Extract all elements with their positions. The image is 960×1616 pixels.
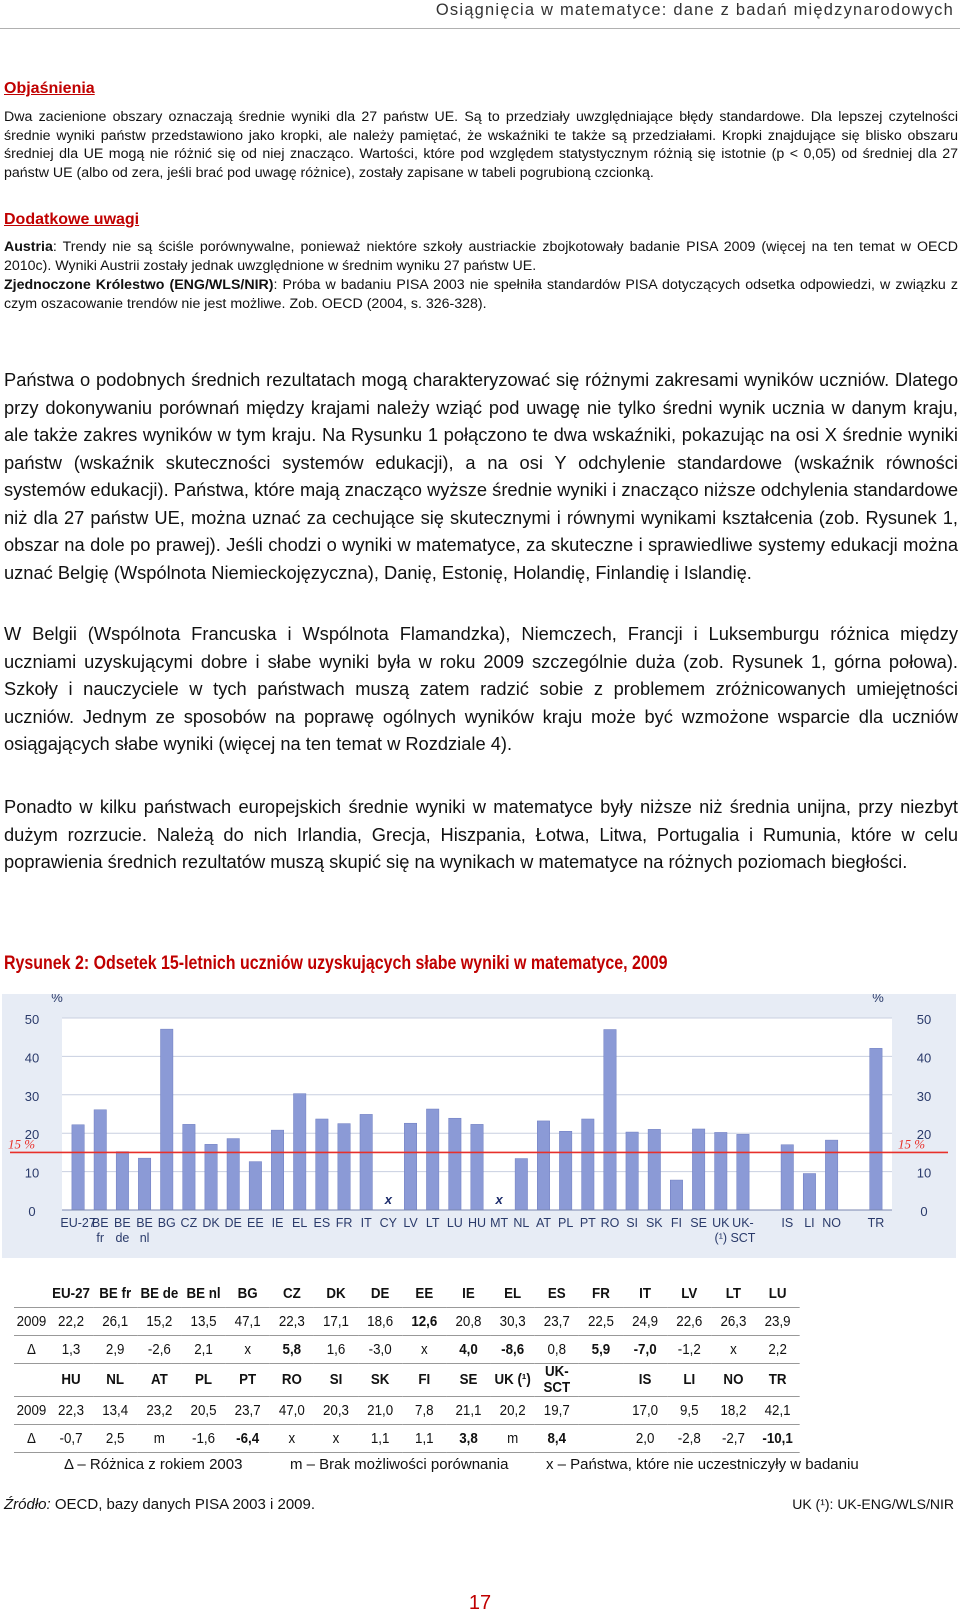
x-tick-label: UK- — [732, 1216, 754, 1230]
table-cell: -8,6 — [491, 1336, 535, 1364]
table-cell: 7,8 — [402, 1397, 446, 1425]
x-tick-label: LU — [446, 1216, 463, 1230]
x-tick-label: MT — [490, 1216, 509, 1230]
bar — [692, 1129, 704, 1210]
table-cell: LU — [756, 1280, 800, 1308]
table-cell: ES — [535, 1280, 579, 1308]
table-cell: 13,5 — [181, 1308, 225, 1336]
table-cell: 5,8 — [270, 1336, 314, 1364]
row-label — [14, 1280, 49, 1308]
bar — [515, 1159, 527, 1210]
row-label: 2009 — [14, 1397, 49, 1425]
bar — [404, 1123, 416, 1210]
bar — [582, 1119, 594, 1210]
table-cell: x — [270, 1425, 314, 1453]
y-tick-label-right: 20 — [916, 1127, 932, 1143]
bar — [116, 1152, 128, 1210]
x-tick-label: FR — [335, 1216, 353, 1230]
y-tick-label-left: 10 — [24, 1165, 40, 1181]
bar — [449, 1118, 461, 1210]
bar — [426, 1109, 438, 1210]
bar — [803, 1174, 815, 1210]
y-tick-label-right: 30 — [916, 1088, 932, 1104]
y-tick-label-left: 40 — [24, 1050, 40, 1066]
x-tick-label: fr — [96, 1231, 105, 1245]
x-tick-label: PT — [579, 1216, 596, 1230]
bar — [825, 1140, 837, 1210]
table-cell: UK-SCT — [535, 1364, 579, 1397]
table-cell: 2,0 — [623, 1425, 667, 1453]
table-cell: LV — [667, 1280, 711, 1308]
x-tick-label: RO — [600, 1216, 620, 1230]
table-cell: x — [314, 1425, 358, 1453]
bar — [648, 1129, 660, 1210]
x-tick-label: SI — [626, 1216, 639, 1230]
table-cell: IS — [623, 1364, 667, 1397]
table-cell: x — [226, 1336, 270, 1364]
bar — [715, 1132, 727, 1210]
x-tick-label: ES — [313, 1216, 331, 1230]
y-unit-label-left: % — [51, 994, 63, 1005]
table-cell: IT — [623, 1280, 667, 1308]
bar — [161, 1029, 173, 1210]
x-tick-label: CY — [379, 1216, 398, 1230]
bar — [138, 1158, 150, 1210]
table-cell: 17,1 — [314, 1308, 358, 1336]
table-header-row — [14, 1364, 800, 1397]
bar — [183, 1124, 195, 1210]
table-cell: 22,2 — [49, 1308, 93, 1336]
table-cell: CZ — [270, 1280, 314, 1308]
y-tick-label-right: 10 — [916, 1165, 932, 1181]
table-cell: FI — [402, 1364, 446, 1397]
table-cell: PT — [226, 1364, 270, 1397]
table-cell: 15,2 — [137, 1308, 181, 1336]
table-cell: 21,0 — [358, 1397, 402, 1425]
table-cell: 2,1 — [181, 1336, 225, 1364]
page-number: 17 — [468, 1592, 492, 1614]
x-tick-label: BE — [114, 1216, 131, 1230]
x-tick-label: de — [115, 1231, 130, 1245]
table-cell — [579, 1397, 623, 1425]
table-cell: 2,5 — [93, 1425, 137, 1453]
x-tick-label: BE — [91, 1216, 109, 1230]
bar — [271, 1130, 283, 1210]
table-cell — [579, 1425, 623, 1453]
table-cell: BG — [226, 1280, 270, 1308]
table-cell: -2,7 — [711, 1425, 755, 1453]
table-cell: 23,9 — [756, 1308, 800, 1336]
y-tick-label-right: 50 — [916, 1012, 932, 1027]
body-paragraph-3: Ponadto w kilku państwach europejskich średnie wyniki w matematyce były niższe niż średnia unijna, przy niezbyt dużym rozrzucie. Należą do nich Irlandia, Grecja, Hiszpania, Łotwa, Litwa, Portugalia i Rumunia, które w celu poprawienia średnich rezultatów muszą skupić się na wynikach w matematyce na różnych poziomach biegłości. — [4, 796, 958, 872]
table-cell: 1,3 — [49, 1336, 93, 1364]
bar — [72, 1125, 84, 1210]
source-label: Źródło: — [4, 1496, 51, 1513]
y-tick-label-left: 0 — [28, 1204, 36, 1219]
bar — [737, 1134, 749, 1210]
table-cell: x — [711, 1336, 755, 1364]
y-tick-label-left: 20 — [24, 1127, 40, 1143]
missing-marker: x — [495, 1192, 503, 1207]
austria-label: Austria — [4, 239, 53, 255]
uk-note-paragraph — [4, 276, 958, 313]
table-cell: 30,3 — [491, 1308, 535, 1336]
table-cell: 17,0 — [623, 1397, 667, 1425]
table-cell: 47,0 — [270, 1397, 314, 1425]
bar — [670, 1180, 682, 1210]
table-cell: 22,3 — [270, 1308, 314, 1336]
table-cell: 26,3 — [711, 1308, 755, 1336]
x-tick-label: LV — [403, 1216, 418, 1230]
table-cell: -10,1 — [756, 1425, 800, 1453]
x-tick-label: IE — [271, 1216, 284, 1230]
table-cell: -6,4 — [226, 1425, 270, 1453]
x-tick-label: TR — [867, 1216, 885, 1230]
reference-label-left: 15 % — [8, 1136, 36, 1152]
y-tick-label-left: 30 — [24, 1088, 40, 1104]
x-tick-label: LT — [425, 1216, 440, 1230]
table-cell: 9,5 — [667, 1397, 711, 1425]
table-cell: 42,1 — [756, 1397, 800, 1425]
bar — [604, 1030, 616, 1210]
table-cell: 0,8 — [535, 1336, 579, 1364]
table-cell: 20,5 — [181, 1397, 225, 1425]
table-cell: SE — [446, 1364, 490, 1397]
table-cell: AT — [137, 1364, 181, 1397]
table-cell: -2,8 — [667, 1425, 711, 1453]
y-tick-label-left: 50 — [24, 1012, 40, 1027]
bar — [626, 1132, 638, 1210]
y-tick-label-right: 40 — [916, 1050, 932, 1066]
bar — [870, 1048, 882, 1210]
bar — [471, 1124, 483, 1210]
table-cell: 8,4 — [535, 1425, 579, 1453]
legend-delta: Δ – Różnica z rokiem 2003 — [64, 1456, 243, 1473]
table-cell: EU-27 — [49, 1280, 93, 1308]
table-cell: -0,7 — [49, 1425, 93, 1453]
table-cell: -7,0 — [623, 1336, 667, 1364]
uk-text: : Próba w badaniu PISA 2003 nie spełniła standardów PISA dotyczących odsetka odpowiedzi, w związku z czym oszacowanie trendów nie jest możliwe. Zob. OECD (2004, s. 326-328). — [4, 277, 959, 312]
table-cell: IE — [446, 1280, 490, 1308]
explanations-text: Dwa zacienione obszary oznaczają średnie wyniki dla 27 państw UE. Są to przedziały uwzględniające błędy standardowe. Dla lepszej czytelności średnie wyniki państw przedstawiono jako kropki, ale należy pamiętać, że wskaźniki te także są przedziałami. Kropki znajdujące się blisko obszaru średniej dla UE mogą nie różnić się od niej znacząco. Wartości, które pod względem statystycznym różnią się istotnie (p < 0,05) od średniej dla 27 państw UE (albo od zera, jeśli brać pod uwagę różnice), zostały zapisane w tabeli pogrubioną czcionką. — [4, 109, 958, 181]
table-cell: 26,1 — [93, 1308, 137, 1336]
table-cell: 22,3 — [49, 1397, 93, 1425]
austria-text: : Trendy nie są ściśle porównywalne, ponieważ niektóre szkoły austriackie zbojkotowały badanie PISA 2009 (więcej na ten temat w OECD 2010c). Wyniki Austrii zostały jednak uwzględnione w średnim wyniku 27 państw UE. — [4, 239, 958, 274]
table-cell: 2,2 — [756, 1336, 800, 1364]
y-unit-label-right: % — [872, 994, 884, 1005]
bar — [781, 1145, 793, 1210]
x-tick-label: DE — [224, 1216, 242, 1230]
source-text: OECD, bazy danych PISA 2003 i 2009. — [50, 1496, 316, 1513]
table-cell: 18,2 — [711, 1397, 755, 1425]
x-tick-label: SCT — [730, 1231, 756, 1245]
table-cell: NL — [93, 1364, 137, 1397]
table-cell: 3,8 — [446, 1425, 490, 1453]
x-tick-label: LI — [804, 1216, 815, 1230]
table-cell: PL — [181, 1364, 225, 1397]
x-tick-label: UK — [712, 1216, 730, 1230]
table-cell: BE fr — [93, 1280, 137, 1308]
table-cell: EL — [491, 1280, 535, 1308]
source-note — [4, 1496, 315, 1513]
table-cell: 18,6 — [358, 1308, 402, 1336]
table-cell: RO — [270, 1364, 314, 1397]
bar — [537, 1121, 549, 1210]
row-label — [14, 1364, 49, 1397]
row-label: Δ — [14, 1336, 49, 1364]
table-cell: 19,7 — [535, 1397, 579, 1425]
table-cell: LT — [711, 1280, 755, 1308]
table-cell: m — [137, 1425, 181, 1453]
table-cell: TR — [756, 1364, 800, 1397]
table-cell: 12,6 — [402, 1308, 446, 1336]
uk-label: Zjednoczone Królestwo (ENG/WLS/NIR) — [4, 277, 274, 293]
x-tick-label: nl — [139, 1231, 150, 1245]
row-label: Δ — [14, 1425, 49, 1453]
table-cell: -2,6 — [137, 1336, 181, 1364]
table-cell: UK (¹) — [491, 1364, 535, 1397]
table-cell: 23,2 — [137, 1397, 181, 1425]
x-tick-label: DK — [202, 1216, 220, 1230]
table-cell: x — [402, 1336, 446, 1364]
table-cell: -1,6 — [181, 1425, 225, 1453]
x-tick-label: IS — [781, 1216, 794, 1230]
additional-notes-heading: Dodatkowe uwagi — [4, 211, 140, 228]
table-cell: LI — [667, 1364, 711, 1397]
legend-m: m – Brak możliwości porównania — [290, 1456, 509, 1473]
table-cell: BE nl — [181, 1280, 225, 1308]
x-tick-label: FI — [670, 1216, 683, 1230]
table-cell: -3,0 — [358, 1336, 402, 1364]
x-tick-label: EU-27 — [60, 1216, 96, 1230]
table-cell: 20,8 — [446, 1308, 490, 1336]
table-row — [14, 1308, 800, 1336]
figure-title: Rysunek 2: Odsetek 15-letnich uczniów uzyskujących słabe wyniki w matematyce, 2009 — [4, 953, 668, 974]
table-cell: 47,1 — [226, 1308, 270, 1336]
table-cell: HU — [49, 1364, 93, 1397]
table-row — [14, 1336, 800, 1364]
y-tick-label-right: 0 — [920, 1204, 928, 1219]
reference-label-right: 15 % — [898, 1136, 926, 1152]
data-table — [14, 1280, 800, 1453]
table-cell: NO — [711, 1364, 755, 1397]
uk-footnote: UK (¹): UK-ENG/WLS/NIR — [792, 1496, 954, 1512]
table-cell: 1,6 — [314, 1336, 358, 1364]
table-cell: 5,9 — [579, 1336, 623, 1364]
table-cell: 22,6 — [667, 1308, 711, 1336]
legend-x: x – Państwa, które nie uczestniczyły w badaniu — [546, 1456, 859, 1473]
table-cell: 23,7 — [535, 1308, 579, 1336]
bar — [227, 1139, 239, 1210]
table-header-row — [14, 1280, 800, 1308]
x-tick-label: AT — [535, 1216, 552, 1230]
table-cell: EE — [402, 1280, 446, 1308]
table-cell: BE de — [137, 1280, 181, 1308]
table-cell: SK — [358, 1364, 402, 1397]
missing-marker: x — [384, 1192, 392, 1207]
x-tick-label: EE — [247, 1216, 264, 1230]
x-tick-label: CZ — [180, 1216, 198, 1230]
bar — [205, 1144, 217, 1210]
x-tick-label: NO — [822, 1216, 841, 1230]
table-cell: DK — [314, 1280, 358, 1308]
running-title: Osiągnięcia w matematyce: dane z badań międzynarodowych — [435, 1, 954, 19]
bar — [249, 1162, 261, 1210]
table-cell: DE — [358, 1280, 402, 1308]
austria-note — [4, 238, 958, 275]
table-cell: 1,1 — [402, 1425, 446, 1453]
table-cell: -1,2 — [667, 1336, 711, 1364]
row-label: 2009 — [14, 1308, 49, 1336]
body-paragraph-2: W Belgii (Wspólnota Francuska i Wspólnota Flamandzka), Niemczech, Francji i Luksemburgu różnica między uczniami uzyskującymi dobre i słabe wyniki była w roku 2009 szczególnie duża (zob. Rysunek 1, górna połowa). Szkoły i nauczyciele w tych państwach muszą zatem radzić sobie z problemem zróżnicowanych umiejętności uczniów. Jednym ze sposobów na poprawę ogólnych wyników kraju może być wzmożone wsparcie dla uczniów osiągających słabe wyniki (więcej na ten temat w Rozdziale 4). — [4, 623, 958, 754]
table-cell: FR — [579, 1280, 623, 1308]
table-cell: 21,1 — [446, 1397, 490, 1425]
table-cell — [579, 1364, 623, 1397]
bar — [94, 1110, 106, 1210]
x-tick-label: HU — [467, 1216, 487, 1230]
bar — [559, 1131, 571, 1210]
table-cell: m — [491, 1425, 535, 1453]
table-row — [14, 1425, 800, 1453]
table-cell: 23,7 — [226, 1397, 270, 1425]
table-cell: 20,3 — [314, 1397, 358, 1425]
table-cell: 22,5 — [579, 1308, 623, 1336]
table-cell: 1,1 — [358, 1425, 402, 1453]
bar — [338, 1124, 350, 1210]
bar-chart — [2, 994, 956, 1258]
x-tick-label: SK — [645, 1216, 663, 1230]
x-tick-label: PL — [558, 1216, 574, 1230]
x-tick-label: EL — [292, 1216, 308, 1230]
x-tick-label: SE — [690, 1216, 707, 1230]
bar — [316, 1119, 328, 1210]
table-cell: 24,9 — [623, 1308, 667, 1336]
table-cell: 4,0 — [446, 1336, 490, 1364]
body-paragraph-1: Państwa o podobnych średnich rezultatach mogą charakteryzować się różnymi zakresami wyników uczniów. Dlatego przy dokonywaniu porównań między krajami należy wziąć pod uwagę nie tylko średni wynik ucznia w danym kraju, ale także zakres wyników w tym kraju. Na Rysunku 1 połączono te dwa wskaźniki, pokazując na osi X średnie wyniki państw (wskaźnik skuteczności systemów edukacji), a na osi Y odchylenie standardowe (wskaźnik równości systemów edukacji). Państwa, które mają znacząco wyższe średnie wyniki i znacząco niższe odchylenia standardowe niż dla 27 państw UE, można uznać za cechujące się skutecznymi i równymi wynikami kształcenia (zob. Rysunek 1, obszar na dole po prawej). Jeśli chodzi o wyniki w matematyce, za skuteczne i sprawiedliwe systemy edukacji można uznać Belgię (Wspólnota Niemieckojęzyczna), Danię, Estonię, Holandię, Finlandię i Islandię. — [4, 369, 958, 583]
x-tick-label: BG — [157, 1216, 176, 1230]
running-header — [0, 0, 960, 29]
x-tick-label: BE — [136, 1216, 153, 1230]
table-row — [14, 1397, 800, 1425]
x-tick-label: (¹) — [714, 1231, 728, 1245]
x-tick-label: NL — [513, 1216, 530, 1230]
table-cell: 2,9 — [93, 1336, 137, 1364]
chart-panel — [2, 994, 956, 1258]
table-cell: 13,4 — [93, 1397, 137, 1425]
x-tick-label: IT — [360, 1216, 372, 1230]
table-cell: SI — [314, 1364, 358, 1397]
bar — [360, 1114, 372, 1210]
explanations-heading: Objaśnienia — [4, 80, 95, 97]
table-cell: 20,2 — [491, 1397, 535, 1425]
